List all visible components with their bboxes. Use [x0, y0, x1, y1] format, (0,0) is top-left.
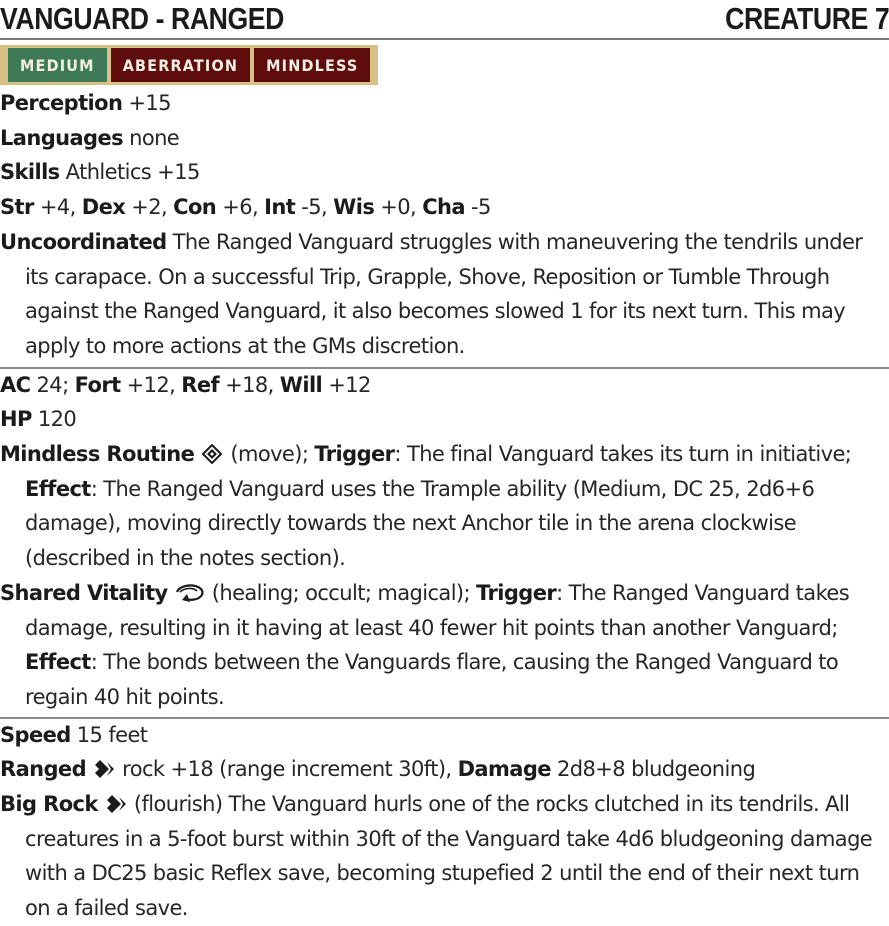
perception-value: +15: [128, 91, 171, 115]
perception-label: Perception: [0, 91, 123, 115]
languages-label: Languages: [0, 125, 124, 150]
ranged-text: rock +18 (range increment 30ft),: [122, 757, 452, 782]
shared-vitality-trigger: : The Ranged Vanguard takes damage, resulting in it having at least 40 fewer hit points than another Vanguard;: [25, 580, 850, 640]
ranged-label: Ranged: [0, 757, 86, 782]
defense-line: [0, 368, 889, 403]
languages-line: [0, 121, 889, 156]
wis-value: +0,: [380, 195, 417, 220]
skills-line: [0, 155, 889, 190]
ac-label: AC: [0, 372, 31, 397]
ac-value: 24;: [36, 372, 69, 397]
title-row: [0, 0, 889, 38]
dex-value: +2,: [131, 195, 168, 220]
will-label: Will: [279, 372, 323, 397]
ref-value: +18,: [225, 372, 274, 397]
creature-level: CREATURE 7: [725, 1, 889, 36]
perception-line: [0, 86, 889, 121]
attributes-line: [0, 190, 889, 225]
con-label: Con: [173, 195, 217, 220]
shared-vitality-ability: [0, 576, 889, 715]
mindless-routine-name: Mindless Routine: [0, 442, 195, 467]
str-value: +4,: [39, 195, 76, 220]
skills-label: Skills: [0, 160, 60, 185]
ranged-damage-label: Damage: [457, 757, 551, 782]
con-value: +6,: [222, 195, 259, 220]
hp-line: [0, 402, 889, 437]
single-action-icon: [92, 759, 116, 779]
mindless-routine-traits: (move);: [230, 442, 309, 467]
trait-aberration[interactable]: ABERRATION: [111, 48, 250, 82]
speed-line: [0, 718, 889, 753]
cha-label: Cha: [422, 195, 465, 220]
mindless-routine-trigger: : The final Vanguard takes its turn in initiative;: [394, 442, 852, 467]
hp-label: HP: [0, 407, 32, 432]
trait-mindless[interactable]: MINDLESS: [254, 48, 370, 82]
speed-label: Speed: [0, 722, 71, 747]
uncoordinated-ability: [0, 225, 889, 364]
languages-value: none: [129, 125, 180, 150]
big-rock-name: Big Rock: [0, 792, 98, 817]
str-label: Str: [0, 195, 34, 220]
ranged-strike: [0, 752, 889, 787]
trait-bar: [0, 45, 378, 85]
single-action-icon: [104, 794, 128, 814]
reaction-icon: [174, 583, 206, 603]
wis-label: Wis: [333, 195, 375, 220]
mindless-routine-ability: [0, 437, 889, 576]
title-divider: [0, 38, 889, 40]
fort-value: +12,: [126, 372, 176, 397]
hp-value: 120: [37, 407, 77, 432]
int-label: Int: [264, 195, 296, 220]
shared-vitality-effect: : The bonds between the Vanguards flare, causing the Ranged Vanguard to regain 40 hit points.: [25, 650, 839, 709]
cha-value: -5: [471, 195, 491, 220]
free-action-icon: [200, 444, 224, 464]
speed-value: 15 feet: [76, 722, 148, 747]
big-rock-ability: [0, 787, 889, 926]
will-value: +12: [328, 372, 371, 397]
skills-value: Athletics +15: [65, 160, 200, 185]
mindless-routine-effect: : The Ranged Vanguard uses the Trample ability (Medium, DC 25, 2d6+6 damage), moving directly towards the next Anchor tile in the arena clockwise (described in the notes section).: [25, 476, 815, 571]
shared-vitality-traits: (healing; occult; magical);: [211, 580, 470, 605]
uncoordinated-name: Uncoordinated: [0, 229, 167, 254]
mindless-routine-trigger-label: Trigger: [314, 442, 395, 467]
big-rock-text: (flourish) The Vanguard hurls one of the rocks clutched in its tendrils. All creatures in a 5-foot burst within 30ft of the Vanguard take 4d6 bludgeoning damage with a DC25 basic Reflex save, becoming stupefied 2 until the end of their next turn on a failed save.: [25, 792, 873, 921]
shared-vitality-trigger-label: Trigger: [476, 580, 557, 605]
int-value: -5,: [301, 195, 328, 220]
fort-label: Fort: [74, 372, 121, 397]
ref-label: Ref: [181, 372, 220, 397]
shared-vitality-effect-label: Effect: [25, 650, 91, 675]
trait-size[interactable]: MEDIUM: [8, 48, 107, 82]
dex-label: Dex: [81, 195, 126, 220]
creature-name: VANGUARD - RANGED: [0, 1, 284, 36]
shared-vitality-name: Shared Vitality: [0, 580, 168, 605]
uncoordinated-text: The Ranged Vanguard struggles with maneuvering the tendrils under its carapace. On a successful Trip, Grapple, Shove, Reposition or Tumble Through against the Ranged Vanguard, it also becomes slowed 1 for its next turn. This may apply to more actions at the GMs discretion.: [25, 229, 863, 358]
mindless-routine-effect-label: Effect: [25, 476, 91, 501]
ranged-damage: 2d8+8 bludgeoning: [557, 757, 756, 782]
